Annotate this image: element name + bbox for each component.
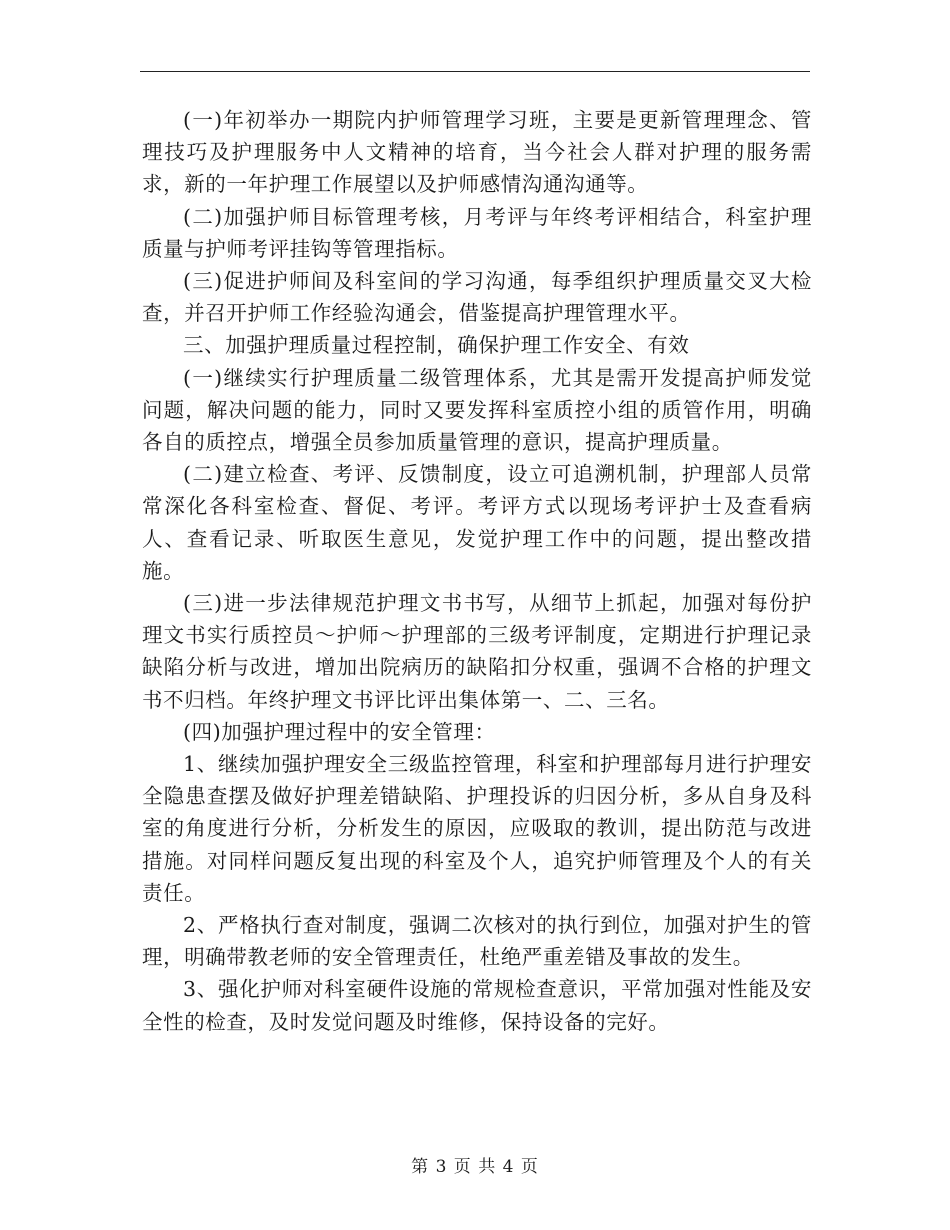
- document-body: [142, 104, 812, 1038]
- paragraph: (二)建立检查、考评、反馈制度，设立可追溯机制，护理部人员常常深化各科室检查、督促、考评。考评方式以现场考评护士及查看病人、查看记录、听取医生意见，发觉护理工作中的问题，提出整改措施。: [142, 462, 812, 583]
- paragraph: 3、强化护师对科室硬件设施的常规检查意识，平常加强对性能及安全性的检查，及时发觉问题及时维修，保持设备的完好。: [142, 977, 812, 1034]
- header-rule: [140, 71, 810, 72]
- paragraph: (三)促进护师间及科室间的学习沟通，每季组织护理质量交叉大检查，并召开护师工作经验沟通会，借鉴提高护理管理水平。: [142, 269, 812, 326]
- paragraph: 2、严格执行查对制度，强调二次核对的执行到位，加强对护生的管理，明确带教老师的安全管理责任，杜绝严重差错及事故的发生。: [142, 913, 812, 970]
- paragraph: 1、继续加强护理安全三级监控管理，科室和护理部每月进行护理安全隐患查摆及做好护理差错缺陷、护理投诉的归因分析，多从自身及科室的角度进行分析，分析发生的原因，应吸取的教训，提出防范与改进措施。对同样问题反复出现的科室及个人，追究护师管理及个人的有关责任。: [142, 752, 812, 905]
- page-footer: [0, 1152, 950, 1177]
- subsection-heading: (四)加强护理过程中的安全管理：: [183, 719, 496, 744]
- paragraph: (一)继续实行护理质量二级管理体系，尤其是需开发提高护师发觉问题，解决问题的能力，同时又要发挥科室质控小组的质管作用，明确各自的质控点，增强全员参加质量管理的意识，提高护理质量。: [142, 365, 812, 455]
- section-heading: 三、加强护理质量过程控制，确保护理工作安全、有效: [183, 333, 690, 358]
- paragraph: (二)加强护师目标管理考核，月考评与年终考评相结合，科室护理质量与护师考评挂钩等管理指标。: [142, 204, 812, 261]
- paragraph: (一)年初举办一期院内护师管理学习班，主要是更新管理理念、管理技巧及护理服务中人文精神的培育，当今社会人群对护理的服务需求，新的一年护理工作展望以及护师感情沟通沟通等。: [142, 108, 812, 197]
- paragraph: (三)进一步法律规范护理文书书写，从细节上抓起，加强对每份护理文书实行质控员～护师～护理部的三级考评制度，定期进行护理记录缺陷分析与改进，增加出院病历的缺陷扣分权重，强调不合格的护理文书不归档。年终护理文书评比评出集体第一、二、三名。: [142, 591, 812, 712]
- page-number: 第 3 页 共 4 页: [411, 1157, 539, 1177]
